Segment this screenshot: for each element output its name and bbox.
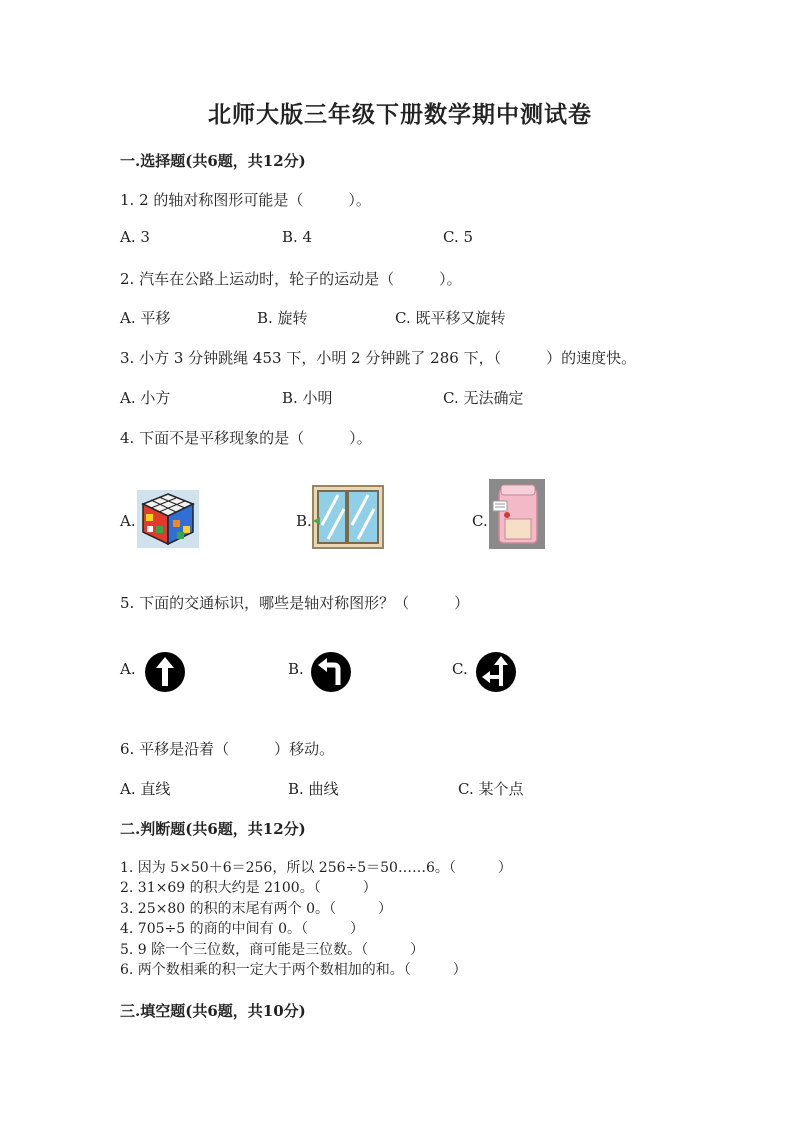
window-image: [312, 485, 384, 549]
option-3b: B. 小明: [282, 389, 333, 407]
paper-shredder-image: [489, 479, 545, 549]
question-4: 4. 下面不是平移现象的是（ ）。: [120, 429, 372, 447]
option-3c: C. 无法确定: [443, 389, 524, 407]
option-5a: A.: [120, 660, 136, 678]
question-5: 5. 下面的交通标识，哪些是轴对称图形？（ ）: [120, 594, 470, 612]
option-6c: C. 某个点: [458, 780, 524, 798]
question-1: 1. 2 的轴对称图形可能是（ ）。: [120, 191, 371, 209]
option-6b: B. 曲线: [288, 780, 339, 798]
judge-item-2: 2. 31×69 的积大约是 2100。（ ）: [120, 880, 377, 896]
judge-item-4: 4. 705÷5 的商的中间有 0。（ ）: [120, 921, 364, 937]
option-1c: C. 5: [443, 228, 474, 246]
section-heading-fill: 三.填空题(共6题，共10分): [120, 1002, 306, 1020]
option-5c: C.: [452, 660, 468, 678]
section-heading-judge: 二.判断题(共6题，共12分): [120, 820, 306, 838]
option-2c: C. 既平移又旋转: [395, 309, 506, 327]
option-4b: B.: [296, 512, 312, 530]
option-1a: A. 3: [120, 228, 150, 246]
straight-arrow-sign: [144, 651, 186, 693]
option-2a: A. 平移: [120, 309, 171, 327]
question-3: 3. 小方 3 分钟跳绳 453 下，小明 2 分钟跳了 286 下，（ ）的速度快。: [120, 349, 637, 367]
option-3a: A. 小方: [120, 389, 171, 407]
option-4c: C.: [472, 512, 488, 530]
question-6: 6. 平移是沿着（ ）移动。: [120, 740, 335, 758]
left-turn-sign: [310, 651, 352, 693]
page-title: 北师大版三年级下册数学期中测试卷: [208, 101, 592, 128]
question-2: 2. 汽车在公路上运动时，轮子的运动是（ ）。: [120, 270, 462, 288]
option-6a: A. 直线: [120, 780, 171, 798]
option-4a: A.: [120, 512, 136, 530]
option-5b: B.: [288, 660, 304, 678]
rubiks-cube-image: [137, 490, 199, 548]
judge-item-1: 1. 因为 5×50＋6＝256，所以 256÷5＝50……6。（ ）: [120, 860, 512, 876]
judge-item-6: 6. 两个数相乘的积一定大于两个数相加的和。（ ）: [120, 962, 467, 978]
straight-or-left-sign: [475, 651, 517, 693]
option-2b: B. 旋转: [257, 309, 308, 327]
section-heading-choice: 一.选择题(共6题，共12分): [120, 152, 306, 170]
judge-item-3: 3. 25×80 的积的末尾有两个 0。（ ）: [120, 901, 392, 917]
option-1b: B. 4: [282, 228, 313, 246]
judge-item-5: 5. 9 除一个三位数，商可能是三位数。（ ）: [120, 942, 425, 958]
